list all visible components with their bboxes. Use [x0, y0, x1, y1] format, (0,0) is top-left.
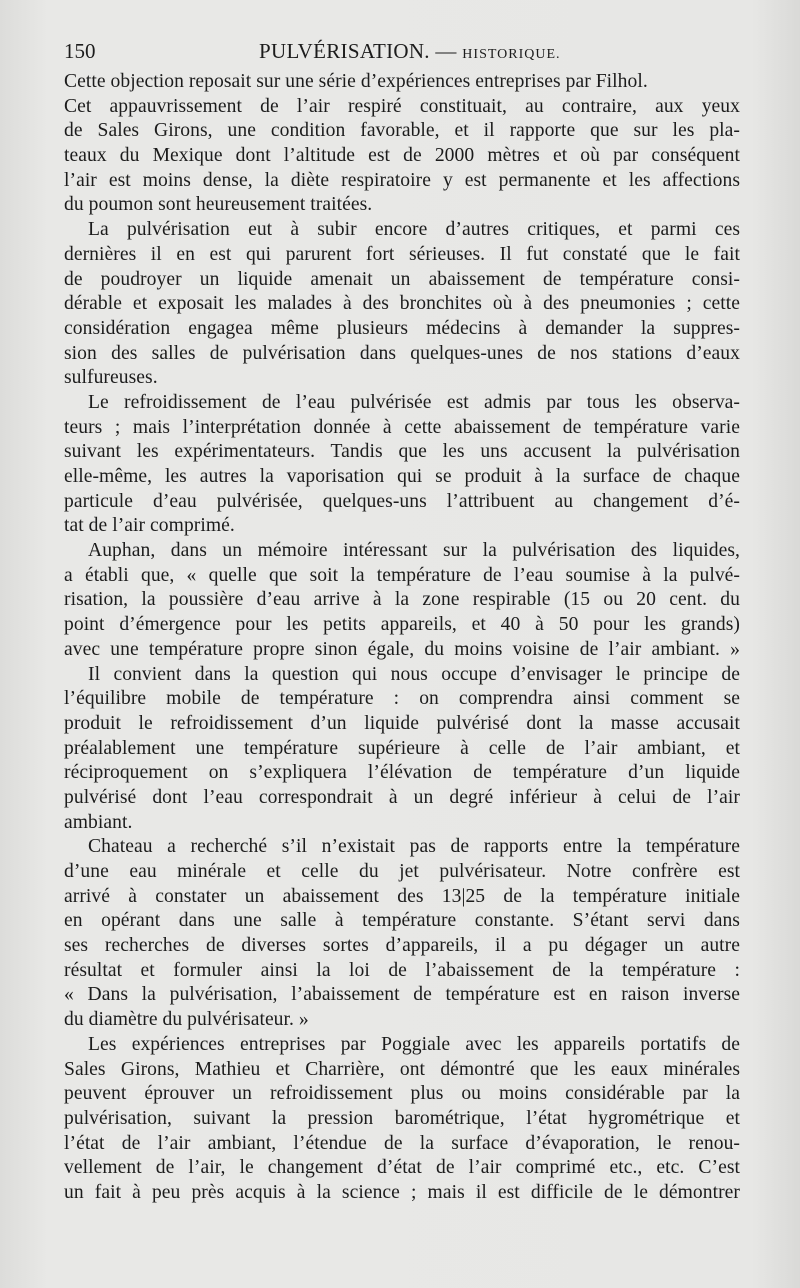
text-line: du diamètre du pulvérisateur. »: [64, 1009, 309, 1031]
running-head-dash: —: [435, 39, 457, 63]
text-line: point d’émergence pour les petits appareils, et 40 à 50 pour les grands): [64, 614, 740, 636]
page-header: [64, 36, 740, 66]
text-line: de poudroyer un liquide amenait un abaissement de température consi-: [64, 268, 740, 290]
running-head: [259, 36, 561, 70]
text-line: de Sales Girons, une condition favorable, et il rapporte que sur les pla-: [64, 120, 740, 142]
text-line: vellement de l’air, le changement d’état de l’air comprimé etc., etc. C’est: [64, 1157, 740, 1179]
text-line: l’équilibre mobile de température : on comprendra ainsi comment se: [64, 688, 740, 710]
text-line: particule d’eau pulvérisée, quelques-uns l’attribuent au changement d’é-: [64, 490, 740, 512]
text-line: dernières il en est qui parurent fort sérieuses. Il fut constaté que le fait: [64, 243, 740, 265]
text-line: réciproquement on s’expliquera l’élévation de température d’un liquide: [64, 762, 740, 784]
text-line: Le refroidissement de l’eau pulvérisée est admis par tous les observa-: [88, 391, 740, 413]
text-line: sion des salles de pulvérisation dans quelques-unes de nos stations d’eaux: [64, 342, 740, 364]
text-line: produit le refroidissement d’un liquide pulvérisé dont la masse accusait: [64, 712, 740, 734]
text-line: pulvérisation, suivant la pression barométrique, l’état hygrométrique et: [64, 1107, 740, 1129]
text-line: ambiant.: [64, 811, 133, 833]
text-line: considération engagea même plusieurs médecins à demander la suppres-: [64, 317, 740, 339]
text-line: teurs ; mais l’interprétation donnée à cette abaissement de température varie: [64, 416, 740, 438]
text-line: arrivé à constater un abaissement des 13|25 de la température initiale: [64, 885, 740, 907]
text-line: préalablement une température supérieure à celle de l’air ambiant, et: [64, 737, 740, 759]
text-line: Les expériences entreprises par Poggiale avec les appareils portatifs de: [88, 1033, 740, 1055]
text-line: l’état de l’air ambiant, l’étendue de la surface d’évaporation, le renou-: [64, 1132, 740, 1154]
text-line: Sales Girons, Mathieu et Charrière, ont démontré que les eaux minérales: [64, 1058, 740, 1080]
text-line: dérable et exposait les malades à des bronchites où à des pneumonies ; cette: [64, 293, 740, 315]
text-line: elle-même, les autres la vaporisation qui se produit à la surface de chaque: [64, 466, 740, 487]
text-line: tat de l’air comprimé.: [64, 515, 235, 537]
text-line: « Dans la pulvérisation, l’abaissement de température est en raison inverse: [64, 984, 740, 1006]
text-line: suivant les expérimentateurs. Tandis que les uns accusent la pulvérisation: [64, 441, 740, 463]
text-line: Cet appauvrissement de l’air respiré constituait, au contraire, aux yeux: [64, 95, 740, 117]
text-line: l’air est moins dense, la diète respiratoire y est permanente et les affections: [64, 169, 740, 191]
page-number: 150: [64, 39, 96, 63]
running-head-title: PULVÉRISATION.: [259, 39, 430, 63]
text-line: Il convient dans la question qui nous occupe d’envisager le principe de: [88, 663, 740, 685]
text-line: Auphan, dans un mémoire intéressant sur la pulvérisation des liquides,: [88, 540, 740, 562]
text-line: a établi que, « quelle que soit la température de l’eau soumise à la pulvé-: [64, 564, 740, 586]
text-line: du poumon sont heureusement traitées.: [64, 194, 373, 216]
text-line: Chateau a recherché s’il n’existait pas de rapports entre la température: [88, 836, 740, 858]
text-line: sulfureuses.: [64, 367, 158, 389]
text-line: avec une température propre sinon égale, du moins voisine de l’air ambiant. »: [64, 638, 740, 660]
text-line: La pulvérisation eut à subir encore d’autres critiques, et parmi ces: [88, 219, 740, 241]
text-line: en opérant dans une salle à température constante. S’étant servi dans: [64, 910, 740, 932]
text-line: risation, la poussière d’eau arrive à la zone respirable (15 ou 20 cent. du: [64, 589, 740, 611]
text-line: peuvent éprouver un refroidissement plus ou moins considérable par la: [64, 1083, 740, 1105]
running-head-section: HISTORIQUE.: [462, 47, 561, 62]
text-line: résultat et formuler ainsi la loi de l’abaissement de la température :: [64, 959, 740, 981]
text-line: Cette objection reposait sur une série d’expériences entreprises par Filhol.: [64, 71, 648, 92]
body-text: [64, 70, 740, 1206]
text-line: teaux du Mexique dont l’altitude est de 2000 mètres et où par conséquent: [64, 145, 740, 167]
text-line: pulvérisé dont l’eau correspondrait à un degré inférieur à celui de l’air: [64, 786, 740, 808]
text-line: ses recherches de diverses sortes d’appareils, il a pu dégager un autre: [64, 935, 740, 957]
text-line: d’une eau minérale et celle du jet pulvérisateur. Notre confrère est: [64, 861, 740, 882]
text-line: un fait à peu près acquis à la science ; mais il est difficile de le démontrer: [64, 1181, 740, 1203]
